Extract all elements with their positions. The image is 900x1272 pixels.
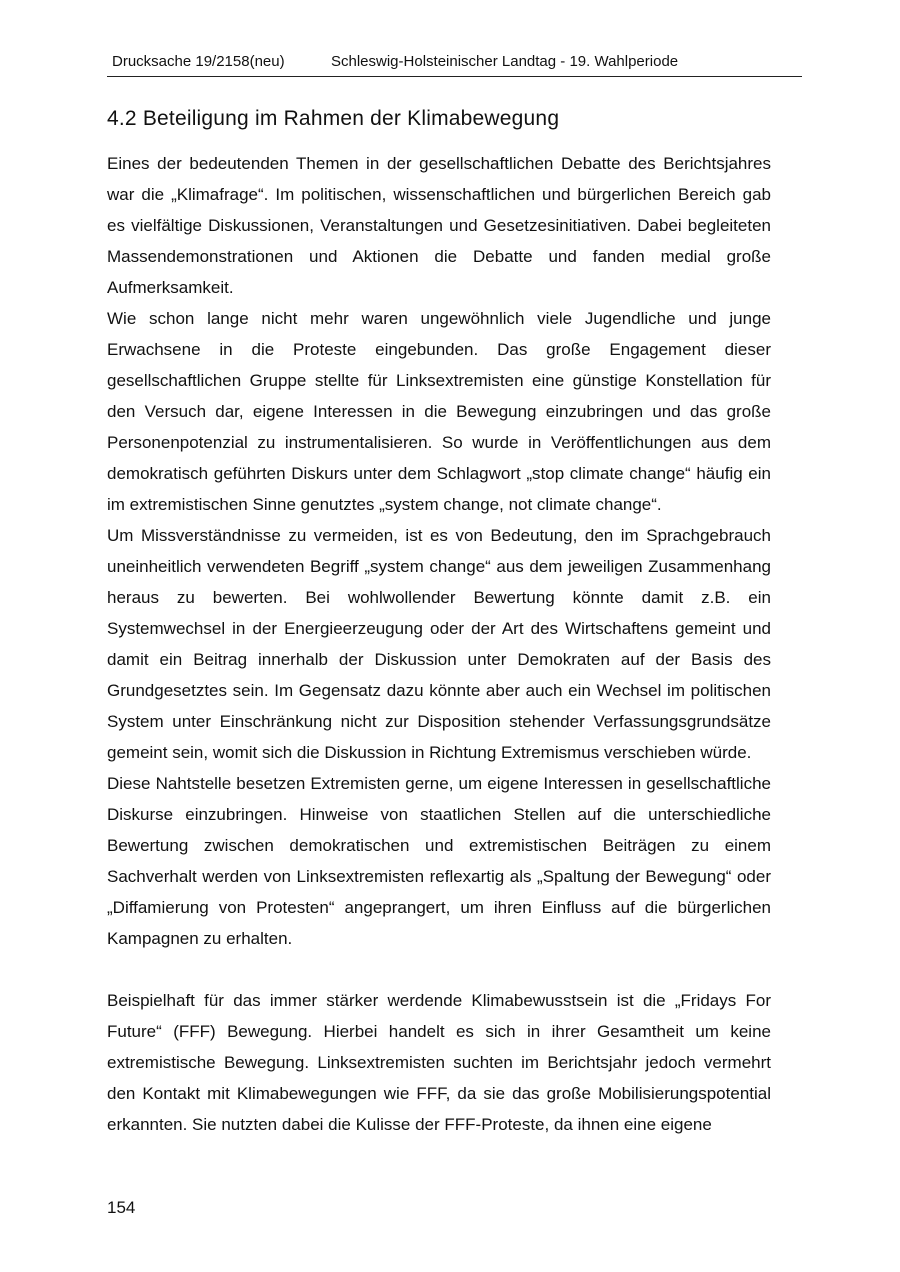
paragraph-1: Eines der bedeutenden Themen in der gesellschaftlichen Debatte des Berichtsjahres war die „Klimafrage“. Im politischen, wissenschaftlichen und bürgerlichen Bereich gab es vielfältige Diskussionen, Veranstaltungen und Gesetzesinitiativen. Dabei begleiteten Massendemonstrationen und Aktionen die Debatte und fanden medial große Aufmerksamkeit. (107, 154, 771, 297)
paragraph-3: Um Missverständnisse zu vermeiden, ist es von Bedeutung, den im Sprachgebrauch uneinheitlich verwendeten Begriff „system change“ aus dem jeweiligen Zusammenhang heraus zu bewerten. Bei wohlwollender Bewertung könnte damit z.B. ein Systemwechsel in der Energieerzeugung oder der Art des Wirtschaftens gemeint und damit ein Beitrag innerhalb der Diskussion unter Demokraten auf der Basis des Grundgesetztes sein. Im Gegensatz dazu könnte aber auch ein Wechsel im politischen System unter Einschränkung nicht zur Disposition stehender Verfassungsgrundsätze gemeint sein, womit sich die Diskussion in Richtung Extremismus verschieben würde. (107, 526, 771, 762)
paragraph-gap (107, 954, 771, 985)
parliament-title: Schleswig-Holsteinischer Landtag - 19. Wahlperiode (331, 53, 679, 70)
section-heading: 4.2 Beteiligung im Rahmen der Klimabewegung (107, 107, 560, 130)
page-header (107, 50, 802, 77)
paragraph-2: Wie schon lange nicht mehr waren ungewöhnlich viele Jugendliche und junge Erwachsene in die Proteste eingebunden. Das große Engagement dieser gesellschaftlichen Gruppe stellte für Linksextremisten eine günstige Konstellation für den Versuch dar, eigene Interessen in die Bewegung einzubringen und das große Personenpotenzial zu instrumentalisieren. So wurde in Veröffentlichungen aus dem demokratisch geführten Diskurs unter dem Schlagwort „stop climate change“ häufig ein im extremistischen Sinne genutztes „system change, not climate change“. (107, 309, 771, 514)
document-number: Drucksache 19/2158(neu) (112, 53, 285, 70)
page-content (107, 104, 771, 1140)
page-number: 154 (107, 1198, 136, 1217)
paragraph-5: Beispielhaft für das immer stärker werdende Klimabewusstsein ist die „Fridays For Future“ (FFF) Bewegung. Hierbei handelt es sich in ihrer Gesamtheit um keine extremistische Bewegung. Linksextremisten suchten im Berichtsjahr jedoch vermehrt den Kontakt mit Klimabewegungen wie FFF, da sie das große Mobilisierungspotential erkannten. Sie nutzten dabei die Kulisse der FFF-Proteste, da ihnen eine eigene (107, 991, 771, 1134)
paragraph-4: Diese Nahtstelle besetzen Extremisten gerne, um eigene Interessen in gesellschaftliche Diskurse einzubringen. Hinweise von staatlichen Stellen auf die unterschiedliche Bewertung zwischen demokratischen und extremistischen Beiträgen zu einem Sachverhalt werden von Linksextremisten reflexartig als „Spaltung der Bewegung“ oder „Diffamierung von Protesten“ angeprangert, um ihren Einfluss auf die bürgerlichen Kampagnen zu erhalten. (107, 774, 771, 948)
